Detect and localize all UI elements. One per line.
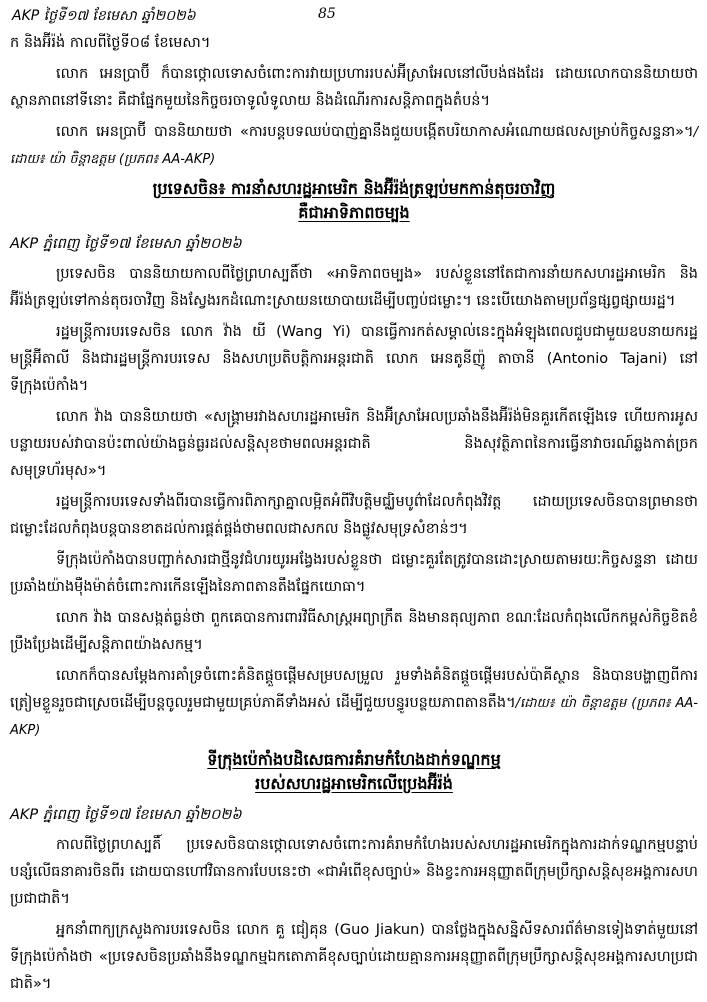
byline-credit: /ដោយ៖ យ៉ា ចិន្តាឧត្តម (ប្រភព៖ AA-AKP) — [10, 125, 698, 167]
intro-paragraph-1: លោក អេនប្រាប៊ី ក៏បានថ្កោលទោសចំពោះការវាយប្រហាររបស់អ៊ីស្រាអែលនៅលីបង់ផងដែរ ដោយលោកបាននិយាយថា ស្ថានភាពនៅទីនោះ គឺជាផ្នែកមួយនៃកិច្ចចរចាទូលំទូលាយ និងដំណើរការសន្តិភាពក្នុងតំបន់។ — [10, 66, 698, 109]
article1-last-paragraph-text: លោកក៏បានសម្តែងការគាំទ្រចំពោះគំនិតផ្តួចផ្តើមសម្របសម្រួល រួមទាំងគំនិតផ្តួចផ្តើមរបស់ប៉ាគីស្ថាន និងបានបង្ហាញពីការត្រៀមខ្លួនរួចជាស្រេចដើម្បីបន្តចូលរួមជាមួយគ្រប់ភាគីទាំងអស់ ដើម្បីជួយបន្ធូរបន្ថយភាពតានតឹង។ — [10, 668, 698, 711]
article1-paragraph: រដ្ឋមន្ត្រីការបរទេសចិន លោក វ៉ាង យី (Wang Yi) បានធ្វើការកត់សម្គាល់នេះក្នុងអំឡុងពេលជួបជាមួយឧបនាយករដ្ឋមន្ត្រីអ៊ីតាលី និងជារដ្ឋមន្ត្រីការបរទេស និងសហប្រតិបត្តិការអន្តរជាតិ លោក អេនតូនីញ៉ូ តាចានី (Antonio Tajani) នៅទីក្រុងប៉េកាំង។ — [10, 324, 698, 394]
article2-dateline: AKP ភ្នំពេញ ថ្ងៃទី១៧ ខែមេសា ឆ្នាំ២០២៦ — [10, 807, 242, 823]
article2-paragraph: កាលពីថ្ងៃព្រហស្បតិ៍ ប្រទេសចិនបានថ្កោលទោសចំពោះការគំរាមកំហែងរបស់សហរដ្ឋអាមេរិកក្នុងការដាក់ទណ្ឌកម្មបន្ទាប់បន្សំលើធនាគារចិនពីរ ដោយបានហៅវិធានការបែបនេះថា «ជាអំពើខុសច្បាប់» និងខ្វះការអនុញ្ញាតពីក្រុមប្រឹក្សាសន្តិសុខអង្គការសហប្រជាជាតិ។ — [10, 837, 698, 907]
article1-paragraph: លោក វ៉ាង បានសង្កត់ធ្ងន់ថា ពួកគេបានការពារវិធីសាស្ត្រអព្យាក្រឹត និងមានតុល្យភាព ខណៈដែលកំពុងលើកកម្ពស់កិច្ចខិតខំប្រឹងប្រែងដើម្បីសន្តិភាពយ៉ាងសកម្ម។ — [10, 610, 698, 653]
article1-title-line2: គឺជាអាទិភាពចម្បង — [298, 203, 410, 222]
article1-paragraph: លោក វ៉ាង បាននិយាយថា «សង្គ្រាមរវាងសហរដ្ឋអាមេរិក និងអ៊ីស្រាអែលប្រឆាំងនឹងអ៊ីរ៉ង់មិនគួរកើតឡើងទេ ហើយការអូសបន្លាយរបស់វាបានប៉ះពាល់យ៉ាងធ្ងន់ធ្ងរដល់សន្តិសុខថាមពលអន្តរជាតិ និងសុវត្ថិភាពនៃការធ្វើនាវាចរណ៍ឆ្លងកាត់ច្រកសមុទ្រហ័រមុស»។ — [10, 409, 698, 479]
byline-credit: /ដោយ៖ យ៉ា ចិន្តាឧត្តម (ប្រភព៖ AA-AKP) — [10, 696, 698, 738]
article1-last-paragraph — [10, 663, 698, 744]
article1-dateline: AKP ភ្នំពេញ ថ្ងៃទី១៧ ខែមេសា ឆ្នាំ២០២៦ — [10, 236, 242, 252]
article1-paragraph: ប្រទេសចិន បាននិយាយកាលពីថ្ងៃព្រហស្បតិ៍ថា «អាទិភាពចម្បង» របស់ខ្លួននៅតែជាការនាំយកសហរដ្ឋអាមេរិក និងអ៊ីរ៉ង់ត្រឡប់ទៅកាន់តុចរចាវិញ និងស្វែងរកដំណោះស្រាយនយោបាយដើម្បីបញ្ចប់ជម្លោះ។ នេះបើយោងតាមប្រព័ន្ធផ្សព្វផ្សាយរដ្ឋ។ — [10, 266, 698, 309]
header-date: AKP ថ្ងៃទី១៧ ខែមេសា ឆ្នាំ២០២៦ — [12, 8, 196, 24]
continuation-line: ក និងអ៊ីរ៉ង់ កាលពីថ្ងៃទី០៨ ខែមេសា។ — [10, 35, 211, 51]
intro-paragraph-2-text: លោក អេនប្រាប៊ី បាននិយាយថា «ការបន្តបទឈប់បាញ់គ្នានឹងជួយបង្កើតបរិយាកាសអំណោយផលសម្រាប់កិច្ចសន្ទនា»។ — [56, 124, 694, 140]
article1-title-line1: ប្រទេសចិន៖ ការនាំសហរដ្ឋអាមេរិក និងអ៊ីរ៉ង់ត្រឡប់មកកាន់តុចរចាវិញ — [152, 179, 556, 198]
article2-title-line2: របស់សហរដ្ឋអាមេរិកលើប្រេងអ៊ីរ៉ង់ — [255, 774, 453, 793]
article2-title — [10, 748, 698, 796]
article2-paragraph: អ្នកនាំពាក្យក្រសួងការបរទេសចិន លោក គួ ជៀគុន (Guo Jiakun) បានថ្លែងក្នុងសន្និសីទសារព័ត៌មានទៀងទាត់មួយនៅទីក្រុងប៉េកាំងថា «ប្រទេសចិនប្រឆាំងនឹងទណ្ឌកម្មឯកតោភាគីខុសច្បាប់ដោយគ្មានការអនុញ្ញាតពីក្រុមប្រឹក្សាសន្តិសុខអង្គការសហប្រជាជាតិ»។ — [10, 922, 698, 992]
article2-title-line1: ទីក្រុងប៉េកាំងបដិសេធការគំរាមកំហែងដាក់ទណ្ឌកម្ម — [207, 750, 501, 769]
page-number: 85 — [318, 6, 336, 22]
intro-paragraph-2 — [10, 119, 698, 173]
page-header — [12, 6, 692, 28]
article1-title — [10, 177, 698, 225]
article1-paragraph: រដ្ឋមន្ត្រីការបរទេសទាំងពីរបានធ្វើការពិភាក្សាគ្នាលម្អិតអំពីវិបត្តិមជ្ឈិមបូព៌ាដែលកំពុងវិវត្ត ដោយប្រទេសចិនបានព្រមានថា ជម្លោះដែលកំពុងបន្តបានខាតដល់ការផ្គត់ផ្គង់ថាមពលជាសកល និងផ្លូវសមុទ្រសំខាន់ៗ។ — [10, 494, 698, 537]
article1-paragraph: ទីក្រុងប៉េកាំងបានបញ្ជាក់សារជាថ្មីនូវជំហរយូរអង្វែងរបស់ខ្លួនថា ជម្លោះគួរតែត្រូវបានដោះស្រាយតាមរយៈកិច្ចសន្ទនា ដោយប្រឆាំងយ៉ាងម៉ឺងម៉ាត់ចំពោះការកើនឡើងនៃភាពតានតឹងផ្នែកយោធា។ — [10, 552, 698, 595]
document-body — [10, 30, 698, 1002]
